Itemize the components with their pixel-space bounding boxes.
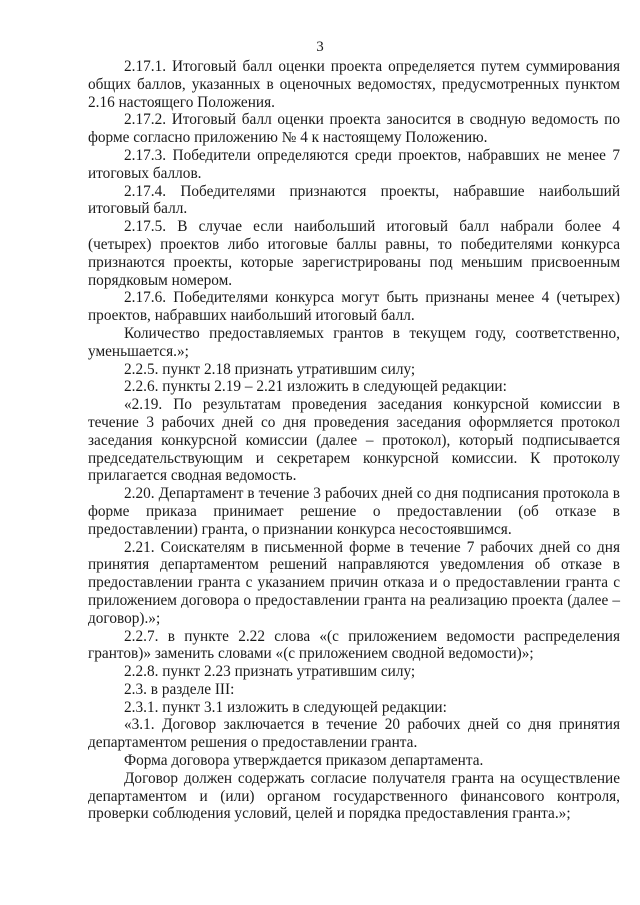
paragraph: 2.17.5. В случае если наибольший итоговый балл набрали более 4 (четырех) проектов либо итоговые баллы равны, то победителями конкурса признаются проекты, которые зарегистрированы под меньшим присвоенным порядковым номером.: [88, 218, 620, 289]
paragraph: 2.2.7. в пункте 2.22 слова «(с приложением ведомости распределения грантов)» заменить словами «(с приложением сводной ведомости)»;: [88, 627, 620, 663]
paragraph: Форма договора утверждается приказом департамента.: [124, 752, 484, 770]
paragraph: «2.19. По результатам проведения заседания конкурсной комиссии в течение 3 рабочих дней со дня проведения заседания оформляется протокол заседания конкурсной комиссии (далее – протокол), который подписывается председательствующим и секретарем конкурсной комиссии. К протоколу прилагается сводная ведомость.: [88, 396, 620, 485]
paragraph: 2.17.3. Победители определяются среди проектов, набравших не менее 7 итоговых баллов.: [88, 146, 620, 182]
paragraph: 2.3.1. пункт 3.1 изложить в следующей редакции:: [124, 698, 447, 716]
paragraph: Договор должен содержать согласие получателя гранта на осуществление департаментом и (или) органом государственного финансового контроля, проверки соблюдения условий, целей и порядка предоставления гранта.»;: [88, 769, 620, 823]
paragraph: «3.1. Договор заключается в течение 20 рабочих дней со дня принятия департаментом решения о предоставлении гранта.: [88, 716, 620, 752]
paragraph: 2.17.4. Победителями признаются проекты, набравшие наибольший итоговый балл.: [88, 182, 620, 218]
paragraph: 2.17.2. Итоговый балл оценки проекта заносится в сводную ведомость по форме согласно приложению № 4 к настоящему Положению.: [88, 111, 620, 147]
paragraph: 2.3. в разделе III:: [124, 680, 235, 698]
paragraph: 2.2.6. пункты 2.19 – 2.21 изложить в следующей редакции:: [124, 378, 507, 396]
paragraph: 2.17.1. Итоговый балл оценки проекта определяется путем суммирования общих баллов, указанных в оценочных ведомостях, предусмотренных пунктом 2.16 настоящего Положения.: [88, 58, 620, 111]
paragraph: 2.2.5. пункт 2.18 признать утратившим силу;: [124, 360, 416, 378]
page-number: 3: [316, 39, 324, 55]
paragraph: Количество предоставляемых грантов в текущем году, соответственно, уменьшается.»;: [88, 324, 620, 360]
paragraph: 2.21. Соискателям в письменной форме в течение 7 рабочих дней со дня принятия департаментом решений направляются уведомления об отказе в предоставлении гранта с указанием причин отказа и о предоставлении гранта с приложением договора о предоставлении гранта на реализацию проекта (далее – договор).»;: [88, 538, 620, 627]
paragraph: 2.17.6. Победителями конкурса могут быть признаны менее 4 (четырех) проектов, набравших наибольший итоговый балл.: [88, 289, 620, 325]
paragraph: 2.20. Департамент в течение 3 рабочих дней со дня подписания протокола в форме приказа принимает решение о предоставлении (об отказе в предоставлении) гранта, о признании конкурса несостоявшимся.: [88, 485, 620, 538]
document-body: [88, 58, 620, 823]
paragraph: 2.2.8. пункт 2.23 признать утратившим силу;: [124, 663, 416, 681]
